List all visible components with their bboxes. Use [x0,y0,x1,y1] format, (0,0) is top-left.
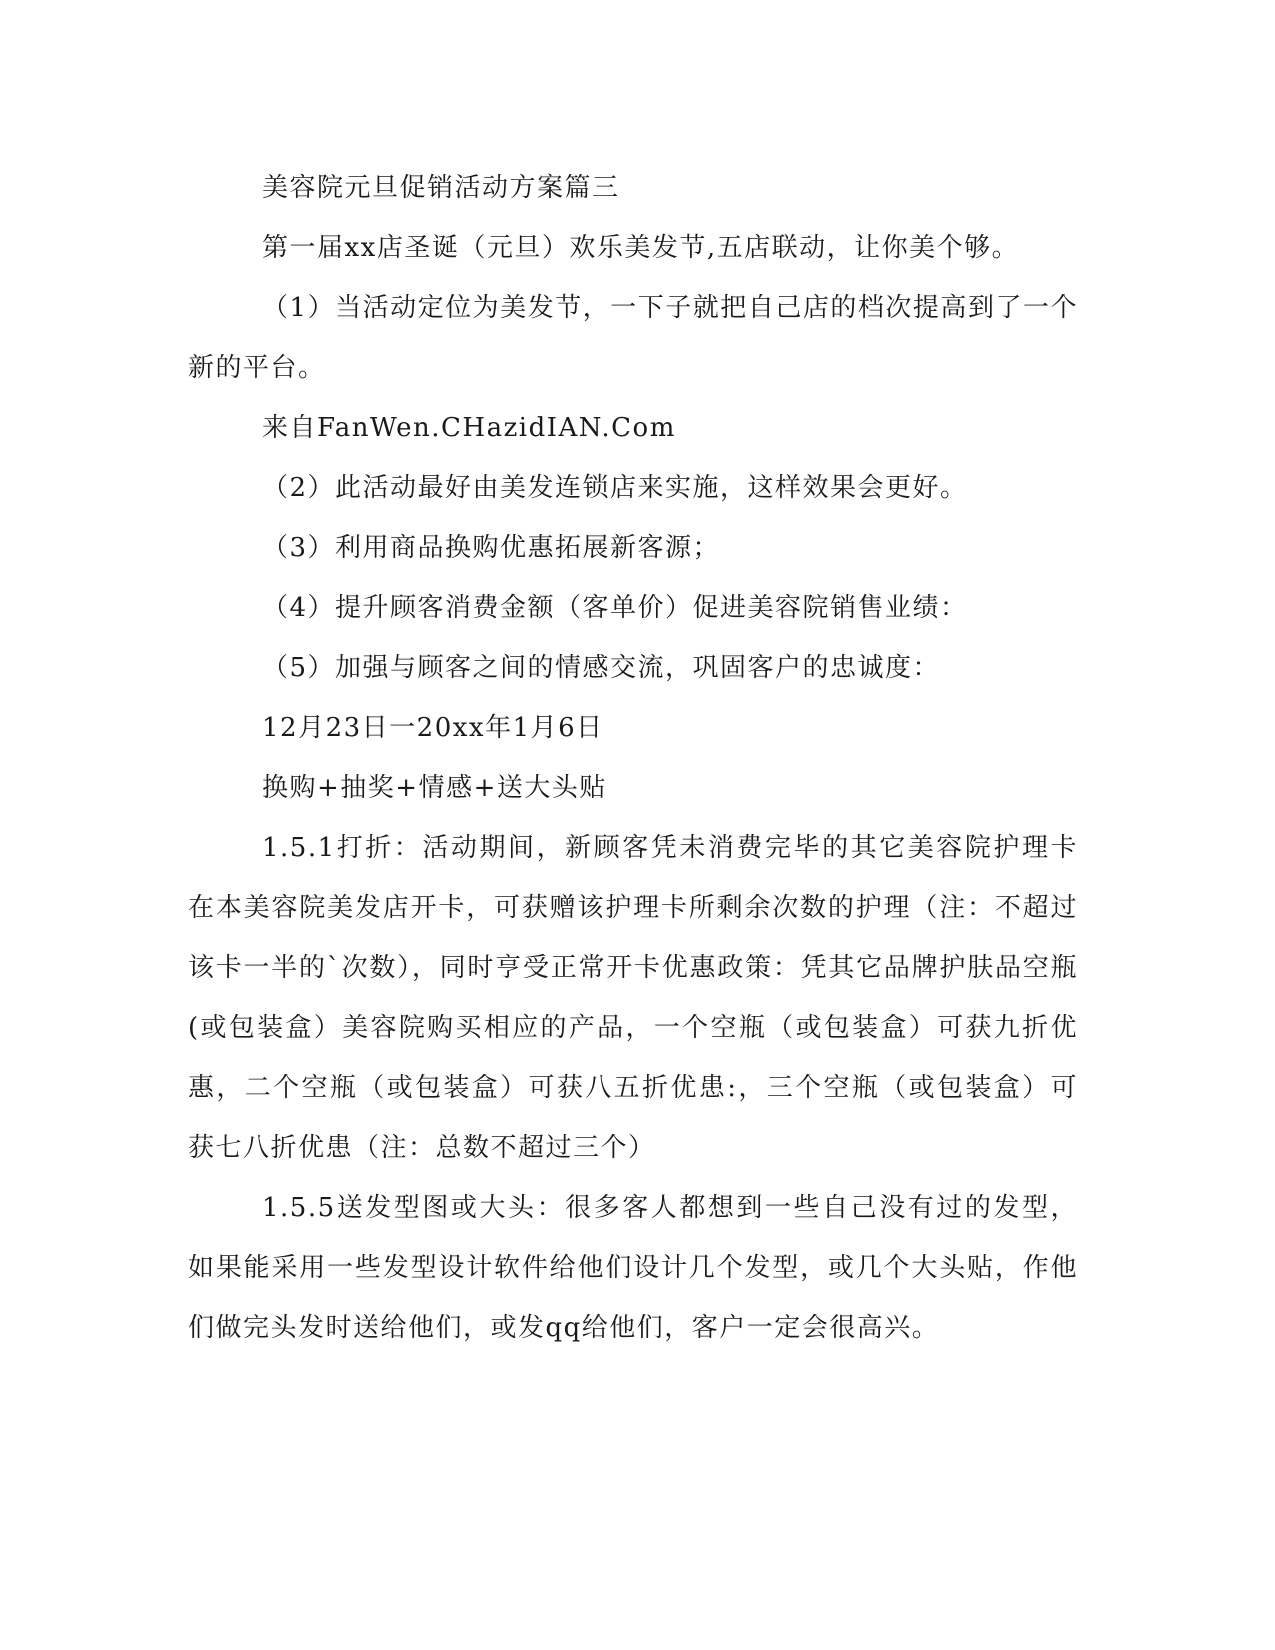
paragraph-hairstyle: 1.5.5送发型图或大头：很多客人都想到一些自己没有过的发型，如果能采用一些发型设计软件给他们设计几个发型，或几个大头贴，作他们做完头发时送给他们，或发qq给他们，客户一定会很高兴。 [188,1193,1078,1343]
document-title: 美容院元旦促销活动方案篇三 [262,173,620,203]
paragraph-point-1: （1）当活动定位为美发节，一下子就把自己店的档次提高到了一个新的平台。 [188,293,1078,383]
paragraph-activities: 换购+抽奖+情感+送大头贴 [262,773,607,803]
paragraph-festival: 第一届xx店圣诞（元旦）欢乐美发节,五店联动，让你美个够。 [262,233,1020,263]
paragraph-discount: 1.5.1打折：活动期间，新顾客凭未消费完毕的其它美容院护理卡在本美容院美发店开卡，可获赠该护理卡所剩余次数的护理（注：不超过该卡一半的`次数），同时亨受正常开卡优惠政策：凭其它品牌护肤品空瓶(或包装盒）美容院购买相应的产品，一个空瓶（或包装盒）可获九折优惠，二个空瓶（或包装盒）可获八五折优患:，三个空瓶（或包装盒）可获七八折优患（注：总数不超过三个） [188,833,1078,1163]
paragraph-date-range: 12月23日一20xx年1月6日 [262,713,604,743]
paragraph-source: 来自FanWen.CHazidIAN.Com [262,413,676,443]
paragraph-point-3: （3）利用商品换购优惠拓展新客源； [262,533,721,563]
paragraph-point-4: （4）提升顾客消费金额（客单价）促进美容院销售业绩： [262,593,968,623]
paragraph-point-5: （5）加强与顾客之间的情感交流，巩固客户的忠诚度： [262,653,941,683]
document-body [188,158,1088,1358]
paragraph-point-2: （2）此活动最好由美发连锁店来实施，这样效果会更好。 [262,473,968,503]
